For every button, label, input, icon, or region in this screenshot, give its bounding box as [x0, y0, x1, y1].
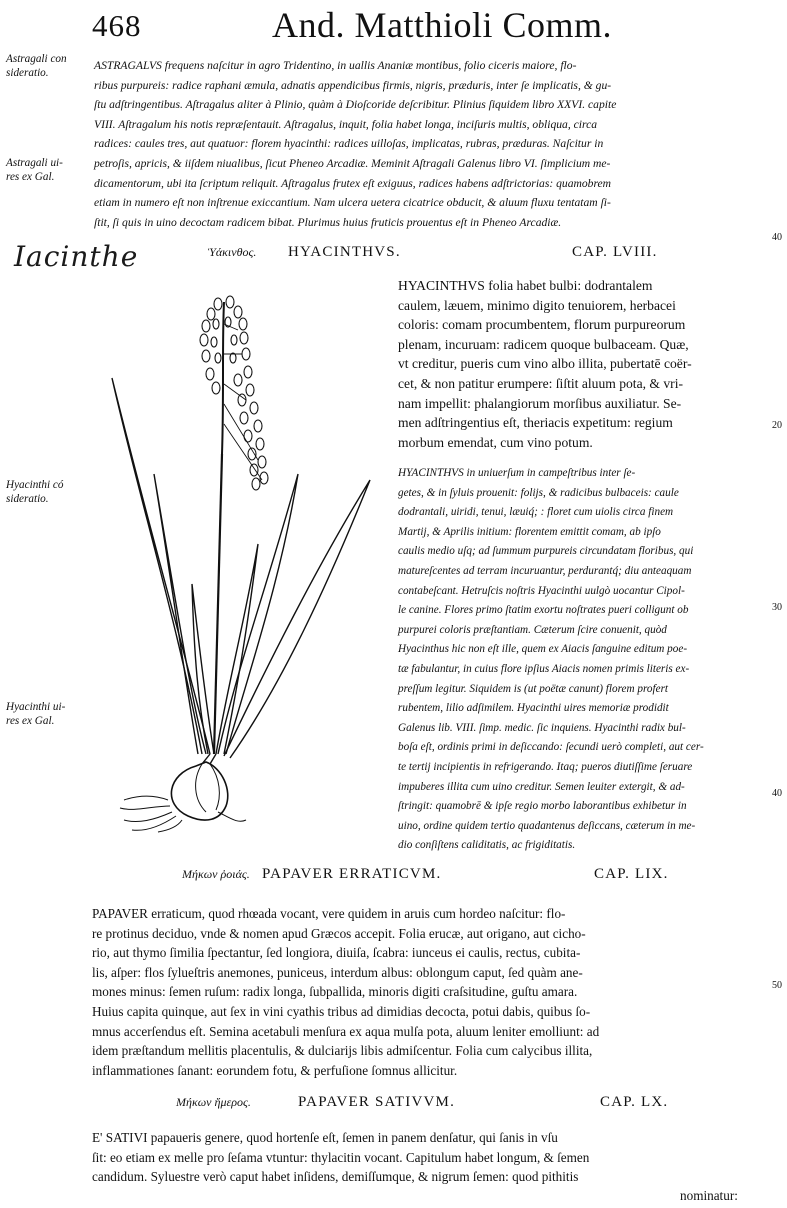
text-line: lis, aſper: flos ſylueſtris anemones, puniceus, interdum albus: oblongum caput, ſed quàm ane-	[92, 964, 583, 980]
text-line: VIII. Aſtragalum his notis repræſentauit. Aſtragalus, inquit, folia habet longa, inciſuris multis, obliqua, circa	[94, 117, 598, 131]
margin-note-line: sideratio.	[6, 493, 49, 505]
text-line: caulem, læuem, minimo digito tenuiorem, herbacei	[398, 297, 676, 313]
astragalus-paragraph	[94, 56, 766, 232]
running-title: And. Matthioli Comm.	[272, 5, 613, 45]
text-line: men adſtringentius eſt, theriacis expetitum: regium	[398, 415, 673, 431]
text-line: Martij, & Aprilis initium: florentem emittit comam, ab ipſo	[398, 525, 661, 538]
text-line: matureſcentes ad terram incuruantur, perdurantq́; diu anteaquam	[398, 564, 692, 577]
text-line: morbum emendat, cum vino potum.	[398, 434, 593, 450]
margin-note-hyacinthi-consideratio	[6, 478, 63, 506]
papaver-sativum-paragraph	[92, 1128, 768, 1187]
margin-note-line: Astragali con	[6, 53, 67, 65]
leaves	[112, 378, 370, 758]
text-line: Huius capita quinque, aut ſex in vini cyathis tribus ad dimidias decocta, potui dabis, quibus ſo-	[92, 1003, 591, 1019]
margin-note-hyacinthi-vires	[6, 700, 65, 728]
margin-note-line: Hyacinthi có	[6, 479, 64, 491]
text-line: ſtu adſtringentibus. Aſtragalus aliter à Plinio, quàm à Dioſcoride deſcribitur. Plinius ſiquidem libro XXVI. capite	[94, 98, 617, 112]
text-line: rubentem, lilio adſimilem. Hyacinthi uires memoriæ prodidit	[398, 702, 669, 715]
handwritten-annotation: Iacinthe	[14, 240, 139, 273]
page-number: 468	[92, 8, 142, 43]
text-line: candidum. Syluestre verò caput habet inſidens, demiſſumque, & nigrum ſemen: quod pithitis	[92, 1169, 579, 1185]
text-line: ASTRAGALVS frequens naſcitur in agro Tridentino, in uallis Ananiæ montibus, folio ciceris maiore, flo-	[94, 59, 577, 72]
line-number: 20	[772, 420, 782, 431]
text-line: tæ fabulantur, in cuius flore ipſius Aiacis nomen primis literis ex-	[398, 662, 690, 675]
greek-title: Μήκων ἥμερος.	[176, 1095, 251, 1109]
line-number: 30	[772, 602, 782, 613]
text-line: ſit: eo etiam ex melle pro ſeſama vtuntur: thylacitin vocant. Capitulum habet longum, & ſemen	[92, 1149, 590, 1165]
hyacinthus-dioscorides-text	[398, 276, 766, 452]
chapter-heading-latin: PAPAVER SATIVVM.	[298, 1094, 456, 1110]
hyacinth-woodcut-illustration	[98, 284, 378, 834]
text-line: ribus purpureis: radice raphani æmula, adnatis appendicibus firmis, nigris, præduris, inter ſe implicatis, & gu-	[94, 78, 612, 92]
text-line: mnus accerſendus eſt. Semina acetabuli menſura ex aqua mulſa pota, aluum leniter emolliunt: ad	[92, 1023, 600, 1039]
papaver-erraticum-paragraph	[92, 904, 768, 1080]
chapter-heading-latin: HYACINTHVS.	[288, 244, 401, 260]
text-line: te tertij incipientis in refrigerando. Itaq; pueros diutiſſime ſeruare	[398, 760, 693, 773]
text-line: petroſis, apricis, & iiſdem niualibus, ſicut Pheneo Arcadiæ. Meminit Aſtragali Galenus libro VI. ſimplicium me-	[94, 156, 611, 170]
text-line: le canine. Flores primo ſtatim exortu noſtrates pueri colligunt ob	[398, 604, 689, 617]
text-line: etiam in numero eſt non inſtrenue exiccantium. Nam ulcera uetera cicatrice obducit, & aluum fluxu tentatam ſi-	[94, 196, 611, 210]
text-line: Hyacinthus hic non eſt ille, quem ex Aiacis ſanguine editum poe-	[398, 643, 688, 656]
margin-note-astragali-vires	[6, 156, 63, 184]
text-line: contabeſcant. Hetruſcis noſtris Hyacinthi uulgò uocantur Cipol-	[398, 584, 685, 597]
margin-note-line: res ex Gal.	[6, 171, 55, 183]
text-line: rio, aut thymo ſimilia ſpectantur, ſed longiora, diuiſa, ſcabra: iunceus ei caulis, rectus, cubita-	[92, 945, 581, 961]
text-line: impuberes illita cum uino creditur. Semen leuiter extergit, & ad-	[398, 780, 685, 793]
text-line: ſtringit: quamobrē & ipſe regio morbo laborantibus exhibetur in	[398, 800, 687, 813]
text-line: radices: caules tres, aut quatuor: florem hyacinthi: radices uilloſas, implicatas, rubras, præduras. Naſcitur in	[94, 137, 604, 151]
catchword: nominatur:	[680, 1188, 738, 1203]
greek-title: Μήκων ῥοιάς.	[182, 867, 250, 881]
text-line: PAPAVER erraticum, quod rhœada vocant, vere quidem in aruis cum hordeo naſcitur: flo-	[92, 906, 566, 921]
line-number: 50	[772, 980, 782, 991]
hyacinthus-commentary	[398, 464, 768, 856]
margin-note-line: sideratio.	[6, 67, 49, 79]
text-line: idem præſtandum mellitis placentulis, & dulciarijs libis admiſcentur. Folia cum calycibus illita,	[92, 1043, 593, 1059]
text-line: plenam, incuruam: radicem quoque bulbaceam. Quæ,	[398, 336, 689, 352]
text-line: inflammationes ſanant: eorundem fotu, & perfuſione ſomnus allicitur.	[92, 1062, 458, 1078]
text-line: re protinus deciduo, vnde & nomen apud Græcos accepit. Folia erucæ, aut origano, aut cicho-	[92, 925, 586, 941]
text-line: purpurei coloris præſtantiam. Cæterum ſcire conuenit, quòd	[398, 623, 667, 636]
text-line: coloris: comam procumbentem, florum purpureorum	[398, 317, 686, 333]
chapter-number: CAP. LIX.	[594, 866, 669, 882]
margin-note-line: Hyacinthi ui-	[6, 701, 66, 713]
line-number: 40	[772, 232, 782, 243]
text-line: dio conſiſtens caliditatis, ac frigiditatis.	[398, 839, 576, 852]
chapter-number: CAP. LVIII.	[572, 244, 658, 260]
text-line: dodrantali, uiridi, tenui, læuiq́; : floret cum uiolis circa finem	[398, 506, 674, 519]
text-line: HYACINTHVS in uniuerſum in campeſtribus inter ſe-	[398, 467, 636, 479]
text-line: vt creditur, pueris cum vino albo illita, pubertatē coër-	[398, 356, 692, 372]
chapter-heading-latin: PAPAVER ERRATICVM.	[262, 866, 442, 882]
text-line: dicamentorum, ubi ita ſcriptum reliquit. Aſtragalus frutex eſt exiguus, radices habens adſtrictorias: quamobrem	[94, 176, 612, 190]
text-line: boſa eſt, ordinis primi in deſiccando: ſecundi uerò completi, aut cer-	[398, 741, 704, 754]
margin-note-line: res ex Gal.	[6, 715, 55, 727]
margin-note-astragali-consideratio	[6, 52, 67, 80]
chapter-heading-greek	[176, 1094, 251, 1111]
chapter-number: CAP. LX.	[600, 1094, 669, 1110]
greek-title: Ὑάκινθος.	[208, 245, 257, 259]
bulb	[171, 754, 227, 820]
text-line: cet, & non patitur erumpere: ſiſtit aluum pota, & vri-	[398, 375, 684, 391]
text-line: caulis medio uſq; ad ſummum purpureis circundatam floribus, qui	[398, 545, 694, 558]
text-line: uino, ordine quidem tertio quadantenus deſiccans, cæterum in me-	[398, 819, 696, 832]
chapter-heading-greek	[182, 866, 250, 883]
text-line: HYACINTHVS folia habet bulbi: dodrantalem	[398, 278, 653, 293]
text-line: ſtit, ſi quis in uino decoctam radicem bibat. Plurimus huius fruticis prouentus eſt in Pheneo Arcadiæ.	[94, 215, 562, 229]
chapter-heading-greek	[208, 244, 256, 261]
text-line: Galenus lib. VIII. ſimp. medic. ſic inquiens. Hyacinthi radix bul-	[398, 721, 686, 734]
line-number: 40	[772, 788, 782, 799]
text-line: getes, & in ſyluis prouenit: folijs, & radicibus bulbaceis: caule	[398, 486, 679, 499]
flower-spike	[200, 296, 268, 490]
text-line: preſſum legitur. Siquidem is (ut poëtæ canunt) florem profert	[398, 682, 669, 695]
text-line: E' SATIVI papaueris genere, quod hortenſe eſt, ſemen in panem denſatur, qui ſanis in vſu	[92, 1130, 558, 1145]
margin-note-line: Astragali ui-	[6, 157, 63, 169]
stem	[214, 454, 222, 754]
text-line: nam impellit: phalangiorum morſibus auxiliatur. Se-	[398, 395, 682, 411]
text-line: mones minus: ſemen ruſum: radix longa, ſubpallida, minoris digiti craſsitudine, guſtu amara.	[92, 984, 578, 1000]
